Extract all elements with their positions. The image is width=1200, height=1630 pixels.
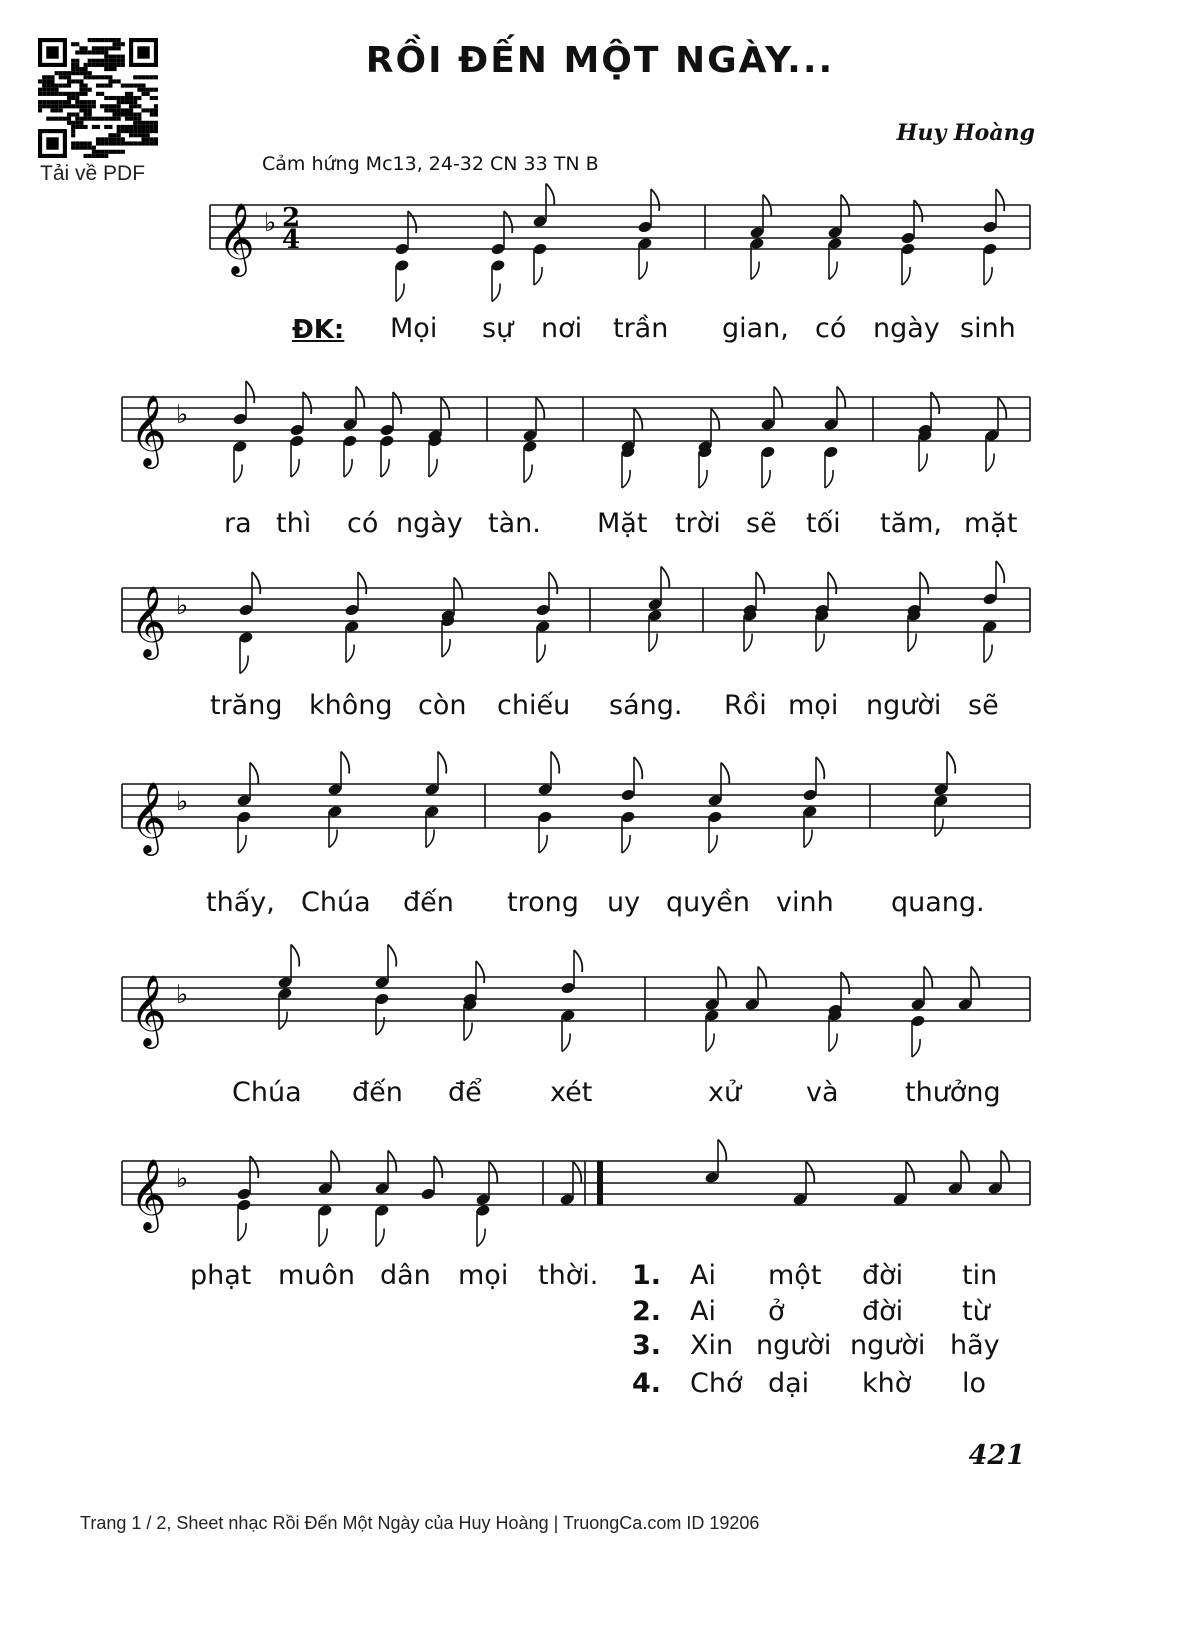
flat-key-signature: ♭: [176, 591, 189, 621]
lyric-word: mọi: [458, 1260, 509, 1291]
lyric-word: trong: [507, 887, 579, 918]
lyric-word: sinh: [960, 313, 1016, 344]
lyric-word: chiếu: [497, 690, 571, 721]
lyric-word: trần: [613, 313, 669, 344]
lyric-word: thời.: [538, 1260, 599, 1291]
lyric-word: sáng.: [609, 690, 683, 721]
lyric-word: còn: [418, 690, 467, 721]
footer-text: Trang 1 / 2, Sheet nhạc Rồi Đến Một Ngày của Huy Hoàng | TruongCa.com ID 19206: [80, 1513, 760, 1533]
lyric-word: ngày: [873, 313, 940, 344]
lyric-word: trăng: [210, 690, 283, 721]
lyric-word: mọi: [788, 690, 839, 721]
lyric-word: mặt: [964, 508, 1018, 539]
verse-word: một: [768, 1260, 822, 1291]
refrain-label: ĐK:: [292, 315, 345, 345]
time-signature-top: 2: [282, 203, 301, 233]
verse-word: khờ: [862, 1368, 912, 1399]
flat-key-signature: ♭: [176, 787, 189, 817]
download-pdf-link[interactable]: Tải về PDF: [40, 162, 146, 185]
verse-word: hãy: [950, 1330, 1000, 1361]
lyric-word: không: [309, 690, 393, 721]
lyric-word: quang.: [891, 887, 985, 918]
lyric-line: [0, 690, 1200, 730]
verse-number: 4.: [632, 1368, 662, 1399]
lyric-word: đến: [352, 1077, 403, 1108]
lyric-word: thấy,: [206, 887, 275, 918]
verse-number: 1.: [632, 1260, 662, 1291]
treble-clef-icon: 𝄞: [130, 1157, 167, 1230]
lyric-word: dân: [380, 1260, 431, 1291]
verse-word: ở: [768, 1296, 785, 1327]
composer: Huy Hoàng: [896, 120, 1035, 146]
verse-number: 3.: [632, 1330, 662, 1361]
lyric-line: [0, 887, 1200, 927]
verse-word: từ: [962, 1296, 990, 1327]
lyric-word: thì: [276, 508, 312, 539]
lyric-word: tăm,: [880, 508, 943, 539]
flat-key-signature: ♭: [176, 400, 189, 430]
lyric-word: sự: [482, 313, 514, 344]
lyric-word: uy: [607, 887, 641, 918]
verse-word: đời: [862, 1260, 904, 1291]
inspiration-note: Cảm hứng Mc13, 24-32 CN 33 TN B: [262, 153, 599, 175]
lyric-word: gian,: [722, 313, 789, 344]
lyric-word: ra: [224, 508, 252, 539]
treble-clef-icon: 𝄞: [130, 393, 167, 466]
lyric-word: người: [866, 690, 942, 721]
lyric-word: phạt: [190, 1260, 252, 1291]
verse-word: người: [850, 1330, 926, 1361]
lyric-word: Chúa: [232, 1077, 302, 1108]
page-number: 421: [968, 1440, 1025, 1471]
lyric-word: sẽ: [746, 508, 777, 539]
lyric-word: thưởng: [905, 1077, 1001, 1108]
lyric-line: [0, 313, 1200, 353]
lyric-word: tàn.: [488, 508, 541, 539]
verse-word: Ai: [690, 1296, 716, 1327]
lyric-word: đến: [403, 887, 454, 918]
lyric-word: muôn: [278, 1260, 356, 1291]
verse-word: dại: [768, 1368, 810, 1399]
lyric-word: quyền: [666, 887, 750, 918]
lyric-word: xử: [708, 1077, 742, 1108]
lyric-line: [0, 1077, 1200, 1117]
verse-word: tin: [962, 1260, 998, 1291]
verse-word: Ai: [690, 1260, 716, 1291]
lyric-word: Rồi: [724, 690, 767, 721]
lyric-word: Chúa: [301, 887, 371, 918]
lyric-word: vinh: [776, 887, 834, 918]
lyric-word: để: [448, 1077, 482, 1108]
lyric-word: ngày: [396, 508, 463, 539]
lyric-word: xét: [550, 1077, 593, 1108]
verse-word: Xin: [690, 1330, 734, 1361]
verse-word: Chớ: [690, 1368, 743, 1399]
verse-number: 2.: [632, 1296, 662, 1327]
flat-key-signature: ♭: [264, 208, 277, 238]
lyric-word: Mặt: [597, 508, 648, 539]
lyric-word: và: [806, 1077, 839, 1108]
lyric-line: [0, 1260, 1200, 1300]
lyric-word: nơi: [541, 313, 583, 344]
lyric-word: Mọi: [390, 313, 438, 344]
lyric-word: có: [815, 313, 847, 344]
treble-clef-icon: 𝄞: [130, 780, 167, 853]
verse-word: đời: [862, 1296, 904, 1327]
song-title: RỒI ĐẾN MỘT NGÀY...: [365, 40, 835, 81]
lyric-line: [0, 508, 1200, 548]
verse-word: người: [756, 1330, 832, 1361]
treble-clef-icon: 𝄞: [218, 201, 255, 274]
flat-key-signature: ♭: [176, 980, 189, 1010]
lyric-word: sẽ: [968, 690, 999, 721]
treble-clef-icon: 𝄞: [130, 973, 167, 1046]
lyric-word: có: [347, 508, 379, 539]
lyric-word: tối: [806, 508, 841, 539]
time-signature-bottom: 4: [282, 225, 301, 255]
lyric-word: trời: [675, 508, 721, 539]
verse-word: lo: [962, 1368, 987, 1399]
treble-clef-icon: 𝄞: [130, 584, 167, 657]
flat-key-signature: ♭: [176, 1164, 189, 1194]
